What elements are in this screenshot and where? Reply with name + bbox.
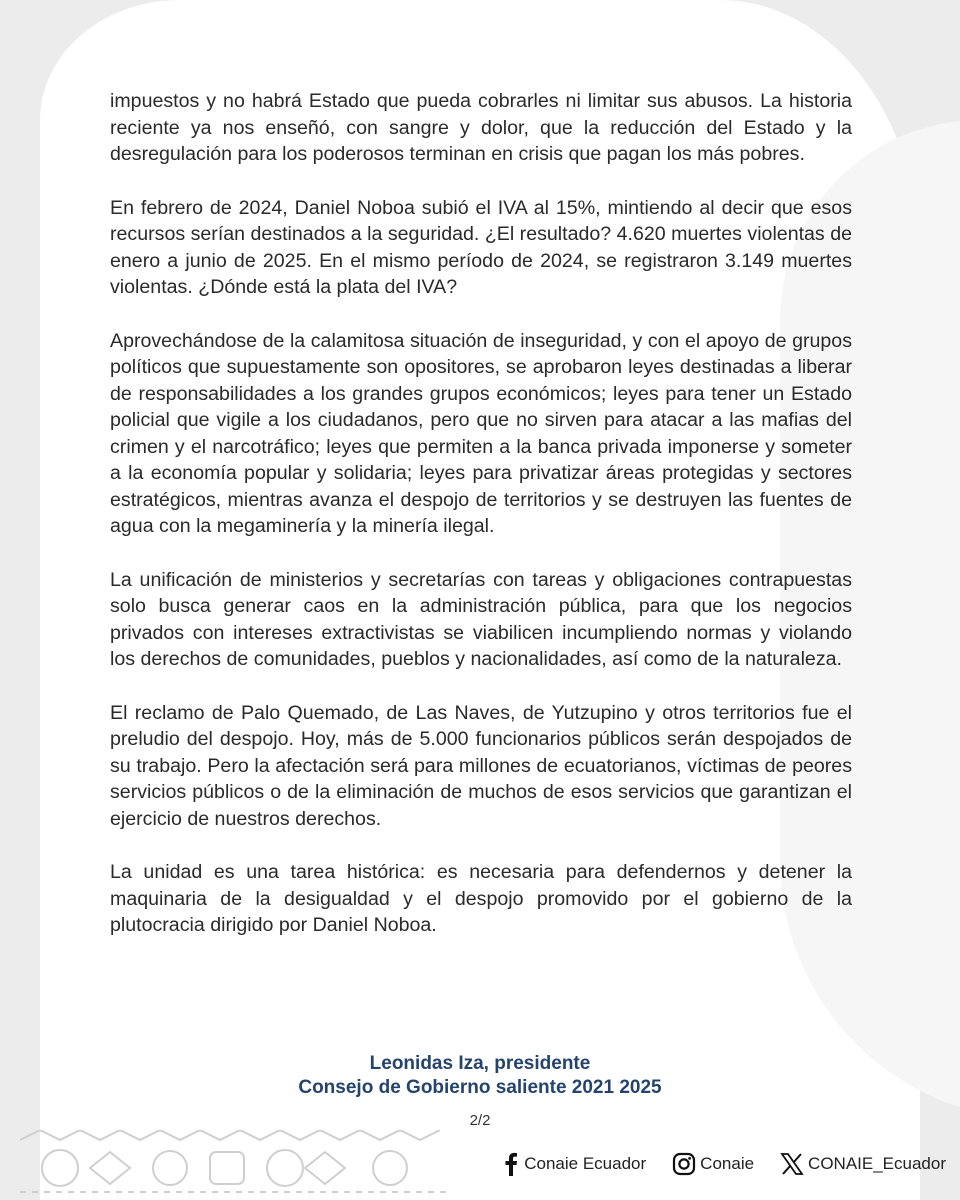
signature-name: Leonidas Iza, presidente [369, 1053, 591, 1074]
signature-block [0, 1052, 960, 1100]
facebook-icon [502, 1152, 520, 1176]
signature-title: Consejo de Gobierno saliente 2021 2025 [298, 1077, 662, 1098]
paragraph: El reclamo de Palo Quemado, de Las Naves, de Yutzupino y otros territorios fue el preludio del despojo. Hoy, más de 5.000 funcionarios públicos serán despojados de su trabajo. Pero la afectación será para millones de ecuatorianos, víctimas de peores servicios públicos o de la eliminación de muchos de esos servicios que garantizan el ejercicio de nuestros derechos. [110, 701, 852, 830]
footer [0, 1130, 960, 1200]
social-instagram[interactable] [672, 1152, 754, 1176]
paragraph: La unidad es una tarea histórica: es necesaria para defendernos y detener la maquinaria de la desigualdad y el despojo promovido por el gobierno de la plutocracia dirigido por Daniel Noboa. [110, 861, 852, 936]
paragraph: impuestos y no habrá Estado que pueda cobrarles ni limitar sus abusos. La historia reciente ya nos enseñó, con sangre y dolor, que la reducción del Estado y la desregulación para los poderosos terminan en crisis que pagan los más pobres. [110, 90, 852, 165]
paragraph: Aprovechándose de la calamitosa situación de inseguridad, y con el apoyo de grupos políticos que supuestamente son opositores, se aprobaron leyes destinadas a liberar de responsabilidades a los grandes grupos económicos; leyes para tener un Estado policial que vigile a los ciudadanos, pero que no sirven para atacar a las mafias del crimen y el narcotráfico; leyes que permiten a la banca privada imponerse y someter a la economía popular y solidaria; leyes para privatizar áreas protegidas y sectores estratégicos, mientras avanza el despojo de territorios y se destruyen las fuentes de agua con la megaminería y la minería ilegal. [110, 329, 852, 537]
instagram-label: Conaie [700, 1154, 755, 1173]
social-links [502, 1152, 946, 1176]
social-x[interactable] [780, 1152, 946, 1176]
x-label: CONAIE_Ecuador [808, 1154, 946, 1173]
page-number: 2/2 [469, 1112, 491, 1129]
social-facebook[interactable] [502, 1152, 646, 1176]
letter-body [110, 88, 852, 966]
paragraph: La unificación de ministerios y secretarías con tareas y obligaciones contrapuestas solo busca generar caos en la administración pública, para que los negocios privados con intereses extractivistas se viabilicen incumpliendo normas y violando los derechos de comunidades, pueblos y nacionalidades, así como de la naturaleza. [110, 568, 852, 670]
instagram-icon [672, 1152, 696, 1176]
paragraph: En febrero de 2024, Daniel Noboa subió el IVA al 15%, mintiendo al decir que esos recursos serían destinados a la seguridad. ¿El resultado? 4.620 muertes violentas de enero a junio de 2025. En el mismo período de 2024, se registraron 3.149 muertes violentas. ¿Dónde está la plata del IVA? [110, 196, 852, 298]
ornamental-border [20, 1130, 450, 1200]
facebook-label: Conaie Ecuador [524, 1154, 647, 1173]
x-icon [780, 1152, 804, 1176]
